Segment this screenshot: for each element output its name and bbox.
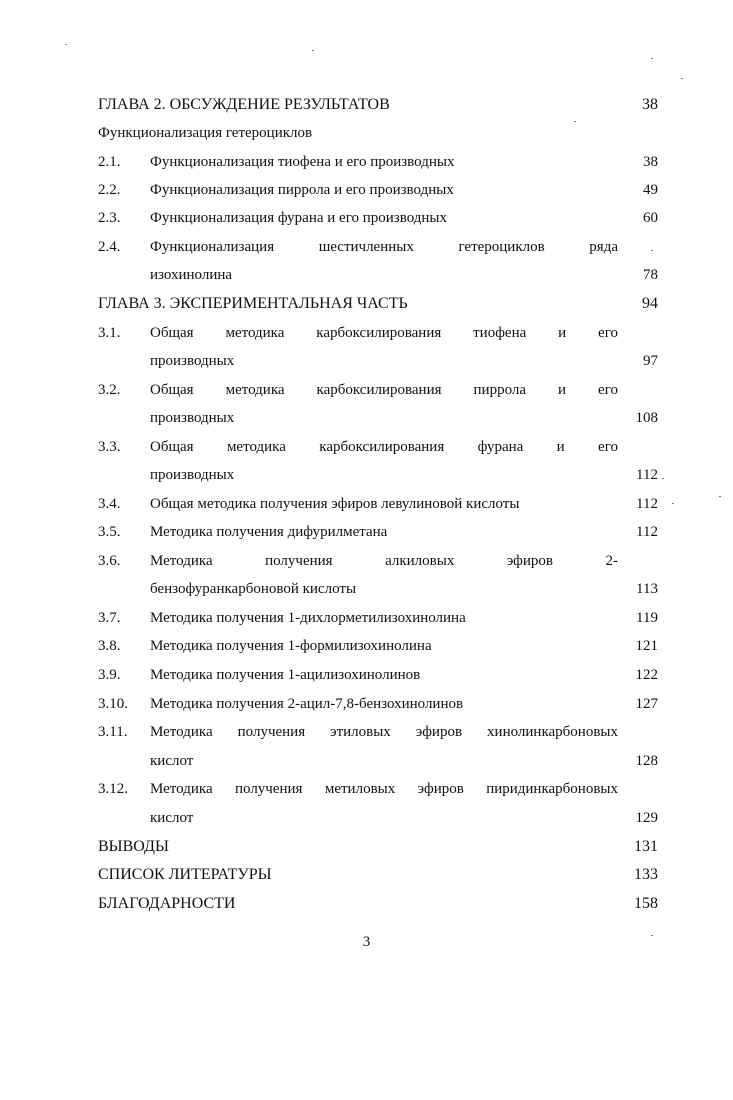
toc-entry-page: 60 [643, 210, 658, 226]
toc-entry-3-6-cont [98, 577, 658, 601]
toc-section-heading-text: Функционализация гетероциклов [98, 125, 313, 141]
toc-entry-title: Методика получения алкиловых эфиров 2- [150, 553, 618, 569]
toc-entry-number: 3.9. [98, 667, 121, 683]
toc-entry-number: 3.3. [98, 439, 121, 455]
toc-entry-3-11 [98, 720, 658, 744]
toc-entry-page: 112 [636, 524, 658, 540]
toc-entry-3-4 [98, 492, 658, 516]
toc-entry-page: 133 [634, 866, 658, 883]
toc-entry-title-continued: кислот [150, 810, 194, 826]
toc-entry-3-3 [98, 435, 658, 459]
toc-entry-3-5 [98, 520, 658, 544]
toc-entry-title: Методика получения этиловых эфиров хинолинкарбоновых [150, 724, 618, 740]
toc-entry-2-2 [98, 178, 658, 202]
toc-section-heading [98, 121, 658, 145]
toc-entry-number: 3.6. [98, 553, 121, 569]
toc-entry-title: Функционализация тиофена и его производных [150, 154, 455, 170]
toc-entry-title-continued: бензофуранкарбоновой кислоты [150, 581, 357, 597]
toc-entry-title: Методика получения 1-дихлорметилизохинолина [150, 610, 466, 626]
toc-entry-page: 131 [634, 838, 658, 855]
toc-entry-title-continued: производных [150, 410, 235, 426]
toc-entry-title: ГЛАВА 2. ОБСУЖДЕНИЕ РЕЗУЛЬТАТОВ [98, 96, 390, 113]
toc-entry-3-2 [98, 378, 658, 402]
toc-entry-number: 3.1. [98, 325, 121, 341]
toc-entry-title-continued: изохинолина [150, 267, 233, 283]
toc-entry-3-1 [98, 321, 658, 345]
toc-entry-chapter-3 [98, 292, 658, 316]
toc-entry-number: 3.5. [98, 524, 121, 540]
toc-entry-3-12 [98, 777, 658, 801]
toc-entry-title: Методика получения 1-формилизохинолина [150, 638, 432, 654]
toc-entry-title: ГЛАВА 3. ЭКСПЕРИМЕНТАЛЬНАЯ ЧАСТЬ [98, 295, 408, 312]
toc-entry-number: 2.3. [98, 210, 121, 226]
toc-entry-title: Функционализация фурана и его производных [150, 210, 448, 226]
toc-entry-title: Общая методика получения эфиров левулиновой кислоты [150, 496, 520, 512]
toc-entry-title-continued: производных [150, 467, 235, 483]
toc-entry-page: 97 [643, 353, 658, 369]
toc-entry-acknowledgements [98, 892, 658, 916]
toc-entry-page: 127 [635, 696, 658, 712]
toc-entry-number: 3.12. [98, 781, 128, 797]
toc-entry-2-3 [98, 206, 658, 230]
toc-entry-title: Методика получения дифурилметана [150, 524, 388, 540]
toc-entry-title: БЛАГОДАРНОСТИ [98, 895, 236, 912]
toc-entry-title: Функционализация шестичленных гетероциклов ряда [150, 239, 618, 255]
toc-entry-number: 2.1. [98, 154, 121, 170]
toc-entry-conclusions [98, 835, 658, 859]
toc-entry-page: 113 [636, 581, 658, 597]
toc-entry-number: 3.4. [98, 496, 121, 512]
toc-entry-2-1 [98, 150, 658, 174]
toc-entry-number: 3.10. [98, 696, 128, 712]
toc-entry-3-9 [98, 663, 658, 687]
toc-entry-page: 112 [636, 467, 658, 483]
toc-entry-title: Методика получения метиловых эфиров пиридинкарбоновых [150, 781, 618, 797]
toc-entry-2-4-cont [98, 263, 658, 287]
toc-entry-page: 158 [634, 895, 658, 912]
toc-entry-title: ВЫВОДЫ [98, 838, 169, 855]
toc-entry-page: 94 [642, 295, 658, 312]
toc-entry-title: Общая методика карбоксилирования тиофена и его [150, 325, 618, 341]
toc-entry-title: Методика получения 1-ацилизохинолинов [150, 667, 421, 683]
toc-entry-2-4 [98, 235, 658, 259]
toc-entry-3-1-cont [98, 349, 658, 373]
toc-entry-3-11-cont [98, 749, 658, 773]
toc-entry-page: 121 [635, 638, 658, 654]
toc-entry-title: Функционализация пиррола и его производных [150, 182, 454, 198]
toc-entry-3-12-cont [98, 806, 658, 830]
toc-entry-title-continued: кислот [150, 753, 194, 769]
toc-entry-chapter-2 [98, 93, 658, 117]
toc-entry-title: СПИСОК ЛИТЕРАТУРЫ [98, 866, 272, 883]
toc-entry-references [98, 863, 658, 887]
toc-entry-3-3-cont [98, 463, 658, 487]
toc-entry-page: 78 [643, 267, 658, 283]
toc-entry-3-6 [98, 549, 658, 573]
toc-entry-3-10 [98, 692, 658, 716]
toc-entry-number: 3.2. [98, 382, 121, 398]
toc-entry-page: 119 [636, 610, 658, 626]
toc-entry-page: 38 [643, 154, 658, 170]
toc-entry-page: 38 [642, 96, 658, 113]
toc-entry-3-8 [98, 634, 658, 658]
toc-entry-page: 122 [635, 667, 658, 683]
toc-entry-title: Общая методика карбоксилирования фурана и его [150, 439, 618, 455]
toc-entry-page: 129 [635, 810, 658, 826]
toc-entry-page: 112 [636, 496, 658, 512]
toc-entry-3-7 [98, 606, 658, 630]
page-number: 3 [362, 934, 371, 950]
toc-entry-title: Общая методика карбоксилирования пиррола и его [150, 382, 618, 398]
toc-entry-number: 2.2. [98, 182, 121, 198]
toc-entry-page: 128 [635, 753, 658, 769]
toc-entry-title: Методика получения 2-ацил-7,8-бензохинолинов [150, 696, 464, 712]
toc-entry-number: 3.8. [98, 638, 121, 654]
toc-entry-page: 108 [635, 410, 658, 426]
toc-entry-page: 49 [643, 182, 658, 198]
toc-entry-number: 3.7. [98, 610, 121, 626]
toc-entry-number: 2.4. [98, 239, 121, 255]
toc-entry-3-2-cont [98, 406, 658, 430]
toc-entry-title-continued: производных [150, 353, 235, 369]
toc-entry-number: 3.11. [98, 724, 128, 740]
